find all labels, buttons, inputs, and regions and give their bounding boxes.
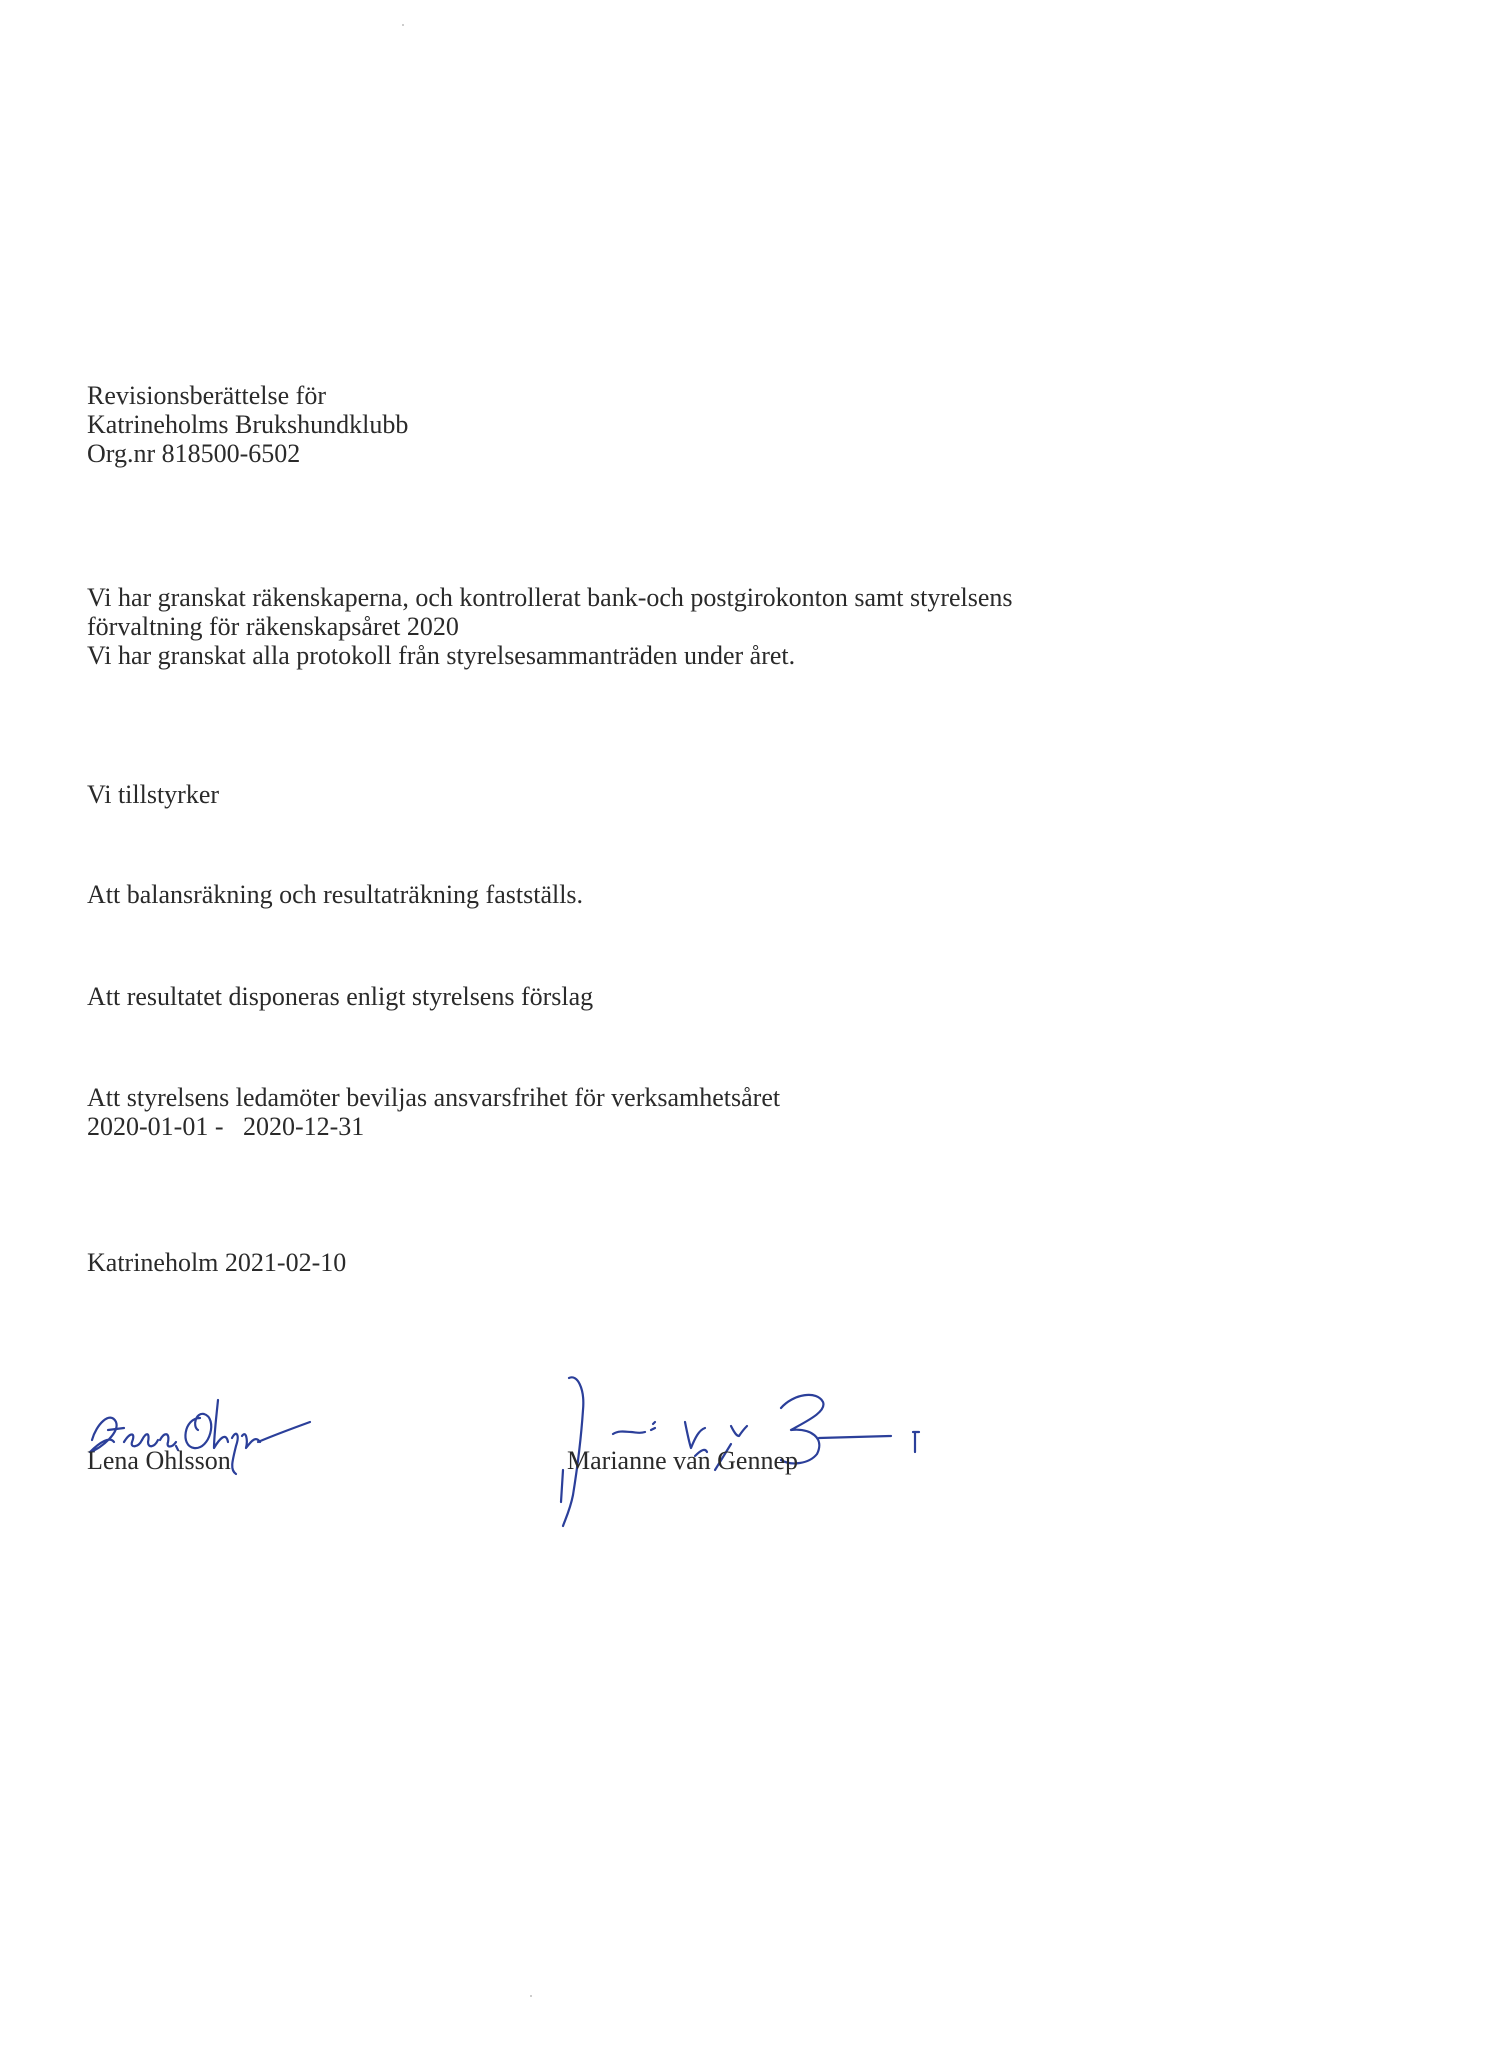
org-number: Org.nr 818500-6502 [87,439,301,468]
scan-speck [530,1995,532,1997]
document-header [87,381,408,468]
club-name: Katrineholms Brukshundklubb [87,410,409,439]
discharge-period: 2020-01-01 - 2020-12-31 [87,1112,365,1141]
recommendation-discharge [87,1083,780,1141]
intro-line: förvaltning för räkenskapsåret 2020 [87,612,459,641]
intro-line: Vi har granskat räkenskaperna, och kontrollerat bank-och postgirokonton samt styrelsens [87,583,1013,612]
recommendation-balance: Att balansräkning och resultaträkning fastställs. [87,880,584,909]
discharge-line: Att styrelsens ledamöter beviljas ansvarsfrihet för verksamhetsåret [87,1083,781,1112]
scan-speck [402,24,404,26]
intro-line: Vi har granskat alla protokoll från styrelsesammanträden under året. [87,641,796,670]
document-title: Revisionsberättelse för [87,381,326,410]
signature-name-right: Marianne van Gennep [567,1446,799,1475]
audit-intro [87,583,1013,670]
recommendation-result: Att resultatet disponeras enligt styrelsens förslag [87,982,594,1011]
signature-name-left: Lena Ohlsson [87,1446,231,1475]
recommendation-intro: Vi tillstyrker [87,780,220,809]
place-and-date: Katrineholm 2021-02-10 [87,1248,347,1277]
